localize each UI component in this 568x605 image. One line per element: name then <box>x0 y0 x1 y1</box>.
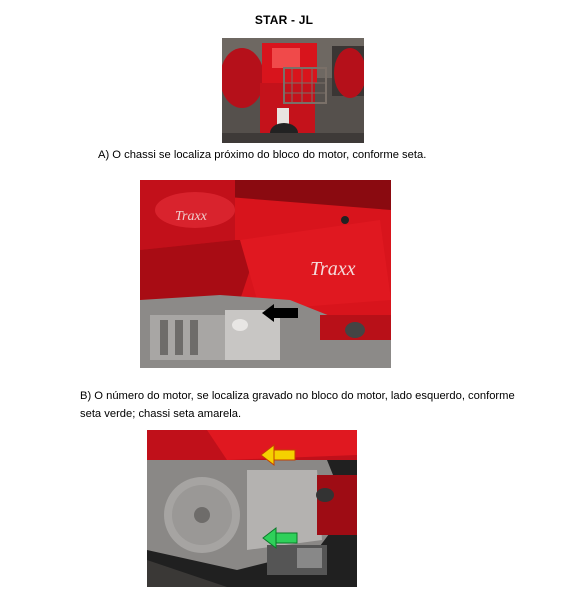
side-cover-photo <box>140 180 391 368</box>
caption-b-line2: seta verde; chassi seta amarela. <box>80 408 242 420</box>
logo-text-small: Traxx <box>175 209 207 224</box>
caption-a: A) O chassi se localiza próximo do bloco do motor, conforme seta. <box>98 149 427 161</box>
caption-b <box>80 387 528 423</box>
engine-block-photo <box>147 430 357 587</box>
motorcycle-front-photo <box>222 38 364 143</box>
document-title: STAR - JL <box>254 13 314 27</box>
caption-b-line1: B) O número do motor, se localiza gravado no bloco do motor, lado esquerdo, conforme <box>80 390 515 402</box>
logo-text-large: Traxx <box>310 258 356 280</box>
